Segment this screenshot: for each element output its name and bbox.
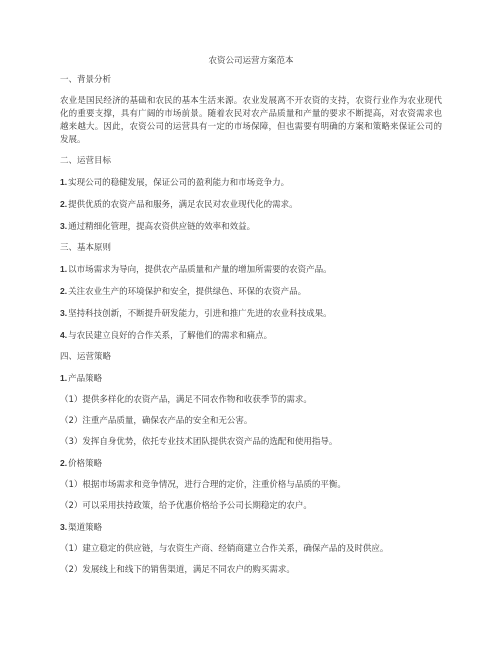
- principle-item: [60, 285, 442, 299]
- strategy-sub-item: （2）可以采用扶持政策，给予优惠价格给予公司长期稳定的农户。: [60, 501, 312, 511]
- strategy-sub-item: （2）发展线上和线下的销售渠道，满足不同农户的购买需求。: [60, 565, 295, 575]
- section-heading-goals: 二、运营目标: [60, 156, 112, 166]
- strategy-sub-item: （1）根据市场需求和竞争情况，进行合理的定价，注重价格与品质的平衡。: [60, 480, 346, 490]
- principle-item-text: 与农民建立良好的合作关系，了解他们的需求和痛点。: [68, 331, 273, 341]
- goal-item: [60, 198, 442, 212]
- background-paragraph: 农业是国民经济的基础和农民的基本生活来源。农业发展离不开农资的支持，农资行业作为农业现代化的重要支撑，具有广阔的市场前景。随着农民对农产品质量和产量的要求不断提高，对农资需求也越来越大。因此，农资公司的运营具有一定的市场保障，但也需要有明确的方案和策略来保证公司的发展。: [60, 96, 442, 145]
- principle-item-text: 关注农业生产的环境保护和安全，提供绿色、环保的农资产品。: [68, 287, 307, 297]
- principle-item-number: 3.: [60, 308, 68, 318]
- strategy-title: 产品策略: [68, 374, 103, 384]
- document-title: 农资公司运营方案范本: [208, 56, 294, 66]
- section-heading-background: 一、背景分析: [60, 75, 112, 85]
- strategy-heading-channel: [60, 521, 442, 535]
- strategy-number: 3.: [60, 522, 68, 532]
- strategy-number: 1.: [60, 373, 68, 383]
- principle-item: [60, 263, 442, 277]
- section-heading-principles: 三、基本原则: [60, 243, 112, 253]
- principle-item: [60, 307, 442, 321]
- goal-item-text: 提供优质的农资产品和服务，满足农民对农业现代化的需求。: [68, 200, 298, 210]
- principle-item-text: 坚持科技创新，不断提升研发能力，引进和推广先进的农业科技成果。: [68, 309, 332, 319]
- principle-item-number: 4.: [60, 330, 68, 340]
- goal-item-text: 实现公司的稳健发展，保证公司的盈利能力和市场竞争力。: [68, 178, 290, 188]
- strategy-sub-item: （3）发挥自身优势，依托专业技术团队提供农资产品的选配和使用指导。: [60, 437, 338, 447]
- goal-item-number: 1.: [60, 177, 68, 187]
- strategy-heading-product: [60, 372, 442, 386]
- section-heading-strategies: 四、运营策略: [60, 352, 112, 362]
- strategy-sub-item: （1）建立稳定的供应链，与农资生产商、经销商建立合作关系，确保产品的及时供应。: [60, 544, 389, 554]
- goal-item-text: 通过精细化管理，提高农资供应链的效率和效益。: [68, 222, 256, 232]
- principle-item-number: 1.: [60, 264, 68, 274]
- strategy-heading-price: [60, 457, 442, 471]
- goal-item-number: 3.: [60, 221, 68, 231]
- principle-item-text: 以市场需求为导向，提供农产品质量和产量的增加所需要的农资产品。: [68, 265, 332, 275]
- strategy-sub-item: （1）提供多样化的农资产品，满足不同农作物和收获季节的需求。: [60, 395, 312, 405]
- strategy-title: 价格策略: [68, 459, 103, 469]
- strategy-number: 2.: [60, 458, 68, 468]
- principle-item-number: 2.: [60, 286, 68, 296]
- goal-item: [60, 176, 442, 190]
- strategy-title: 渠道策略: [68, 523, 103, 533]
- strategy-sub-item: （2）注重产品质量，确保农产品的安全和无公害。: [60, 416, 253, 426]
- principle-item: [60, 329, 442, 343]
- goal-item: [60, 220, 442, 234]
- goal-item-number: 2.: [60, 199, 68, 209]
